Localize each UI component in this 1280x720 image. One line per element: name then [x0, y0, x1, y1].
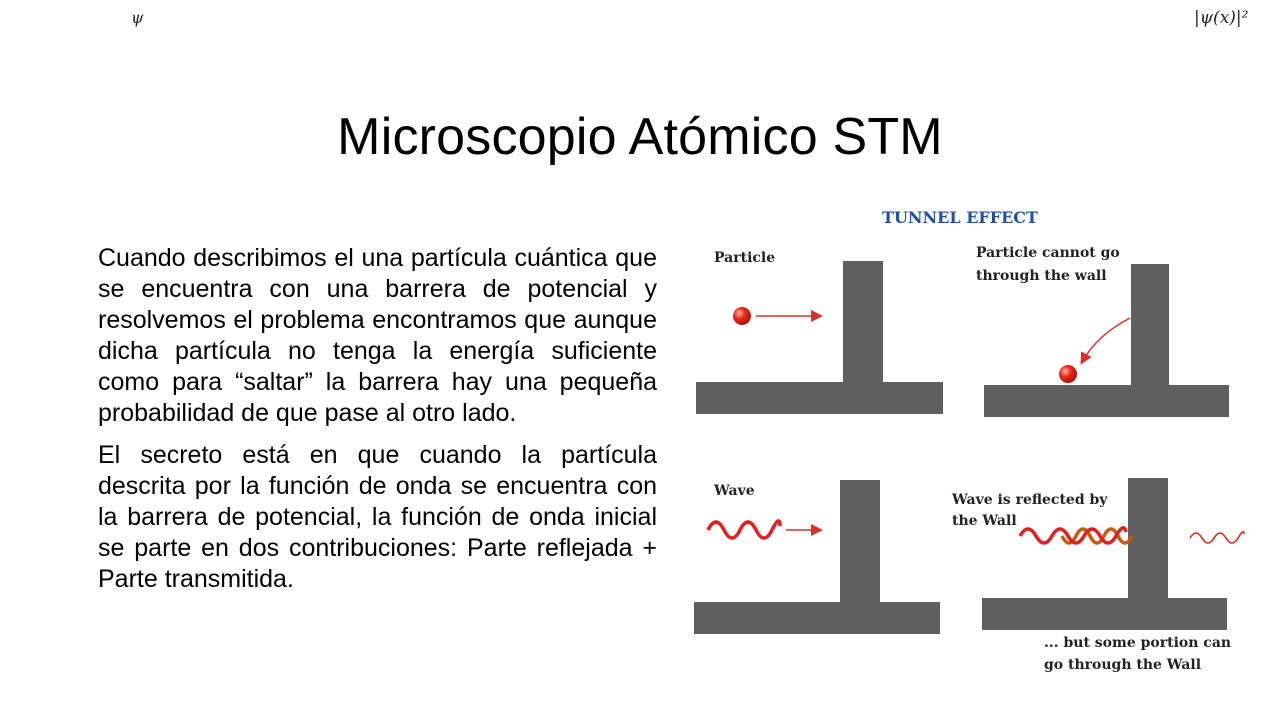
- panel-wave: [694, 480, 940, 634]
- particle-ball: [733, 307, 751, 325]
- wall: [1131, 264, 1169, 394]
- tunnel-effect-figure: [692, 200, 1252, 686]
- wall-base: [694, 602, 940, 634]
- probability-density-symbol: |ψ(x)|²: [1194, 8, 1249, 28]
- wall: [1128, 478, 1168, 608]
- figure-title: TUNNEL EFFECT: [882, 208, 1038, 227]
- slide-title: Microscopio Atómico STM: [337, 107, 943, 166]
- wall: [840, 480, 880, 610]
- wall-base: [984, 385, 1229, 417]
- psi-symbol: ψ: [131, 8, 144, 27]
- paragraph-1: Cuando describimos el una partícula cuántica que se encuentra con una barrera de potencial y resolvemos el problema encontramos que aunque dicha partícula no tenga la energía suficiente como para “saltar” la barrera hay una pequeña probabilidad de que pase al otro lado.: [98, 244, 657, 427]
- panel-particle-blocked: [976, 245, 1229, 417]
- label-reflected-line2: the Wall: [952, 513, 1017, 529]
- label-particle: Particle: [714, 250, 776, 266]
- label-wave: Wave: [714, 483, 755, 499]
- wall-base: [696, 382, 943, 414]
- bounce-arrow: [1082, 318, 1130, 362]
- transmitted-wave: [1190, 532, 1244, 543]
- panel-particle: [696, 250, 943, 414]
- particle-ball: [1059, 365, 1077, 383]
- incident-wave: [708, 521, 780, 538]
- slide-body: [98, 243, 657, 720]
- wall: [843, 261, 883, 391]
- panel-wave-tunneling: [951, 478, 1244, 673]
- paragraph-2: El secreto está en que cuando la partícula descrita por la función de onda se encuentra con la barrera de potencial, la función de onda inicial se parte en dos contribuciones: Parte reflejada + Parte transmitida.: [98, 441, 657, 593]
- wall-base: [982, 598, 1227, 630]
- label-some-line2: go through the Wall: [1044, 657, 1202, 673]
- label-cannot-line2: through the wall: [976, 268, 1107, 284]
- label-cannot-line1: Particle cannot go: [976, 245, 1120, 261]
- label-some-line1: ... but some portion can: [1044, 635, 1232, 651]
- label-reflected-line1: Wave is reflected by: [952, 492, 1108, 508]
